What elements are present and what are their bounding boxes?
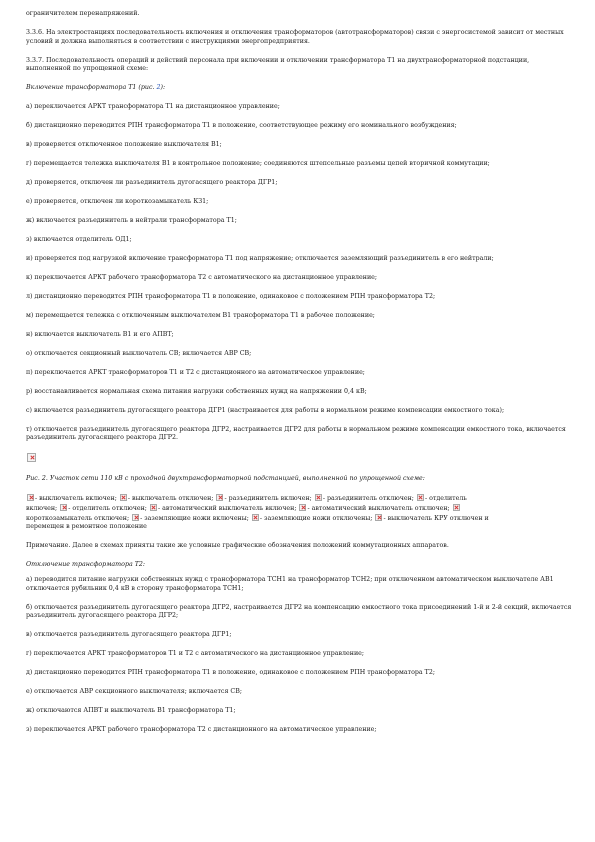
paragraph-3-3-6: 3.3.6. На электростанциях последовательность включения и отключения трансформаторов (автотрансформаторов) связи с энергосистемой зависит от местных условий и должна выполняться в соответствии с инструкциями энергопредприятия. <box>26 28 564 45</box>
legend-item: - заземляющие ножи включены; <box>140 514 249 522</box>
list-item: р) восстанавливается нормальная схема питания нагрузки собственных нужд на напряжении 0,4 кВ; <box>26 387 367 395</box>
legend-item: - отделитель отключен; <box>68 505 147 513</box>
broken-image-icon <box>315 494 322 501</box>
figure-placeholder <box>26 453 573 465</box>
list-item: б) отключается разъединитель дугогасящего реактора ДГР2, настраивается ДГР2 на компенсацию емкостного тока присоединений 1-й и 2-й секций, включается разъединитель дугогасящего реактора ДГР2; <box>26 603 572 620</box>
legend-item: включен; <box>26 505 58 513</box>
list-item: е) проверяется, отключен ли короткозамыкатель КЗ1; <box>26 198 209 206</box>
list-item: м) перемещается тележка с отключенным выключателем В1 трансформатора Т1 в рабочее положение; <box>26 311 375 319</box>
section-heading-tail: ): <box>160 84 166 92</box>
note-paragraph: Примечание. Далее в схемах приняты такие же условные графические обозначения положений коммутационных аппаратов. <box>26 542 449 550</box>
legend-item: - автоматический выключатель отключен; <box>307 505 450 513</box>
broken-image-icon <box>27 494 34 501</box>
legend-item: - отделитель <box>424 495 467 503</box>
broken-image-icon <box>252 514 259 521</box>
list-item: е) отключается АВР секционного выключателя; включается СВ; <box>26 688 242 696</box>
paragraph-continuation: ограничителем перенапряжений. <box>26 10 140 17</box>
section-heading-disconnection: Отключение трансформатора Т2: <box>26 561 146 569</box>
section-heading-text: Включение трансформатора Т1 (рис. <box>26 84 157 92</box>
list-item: с) включается разъединитель дугогасящего реактора ДГР1 (настраивается для работы в нормальном режиме компенсации емкостного тока); <box>26 406 505 414</box>
broken-image-icon <box>132 514 139 521</box>
broken-image-icon <box>60 504 67 511</box>
list-item: б) дистанционно переводится РПН трансформатора Т1 в положение, соответствующее режиму его номинального возбуждения; <box>26 122 457 130</box>
broken-image-icon <box>417 494 424 501</box>
list-item: и) проверяется под нагрузкой включение трансформатора Т1 под напряжение; отключается заземляющий разъединитель в его нейтрали; <box>26 255 494 262</box>
legend-item: - выключатель отключен; <box>127 495 214 503</box>
broken-image-icon <box>453 504 460 511</box>
legend-item: - выключатель включен; <box>35 495 117 503</box>
figure-legend <box>26 494 573 531</box>
list-item: д) проверяется, отключен ли разъединитель дугогасящего реактора ДГР1; <box>26 179 278 187</box>
list-item: а) переводится питание нагрузки собственных нужд с трансформатора ТСН1 на трансформатор ТСН2; при отключенном автоматическом выключателе АВ1 отключается рубильник 0,4 кВ в сторону трансформатора ТСН1; <box>26 576 554 592</box>
broken-image-icon <box>27 453 36 462</box>
list-item: ж) включается разъединитель в нейтрали трансформатора Т1; <box>26 217 237 225</box>
broken-image-icon <box>150 504 157 511</box>
list-item: в) отключается разъединитель дугогасящего реактора ДГР1; <box>26 631 232 639</box>
list-item: з) включается отделитель ОД1; <box>26 236 132 244</box>
legend-item: - разъединитель отключен; <box>322 495 414 503</box>
legend-item: - автоматический выключатель включен; <box>157 505 297 513</box>
broken-image-icon <box>375 514 382 521</box>
legend-item: - заземляющие ножи отключены; <box>259 514 373 522</box>
list-item: г) перемещается тележка выключателя В1 в контрольное положение; соединяются штепсельные разъемы цепей вторичной коммутации; <box>26 160 490 168</box>
list-item: г) переключается АРКТ трансформаторов Т1 и Т2 с автоматического на дистанционное управление; <box>26 650 365 658</box>
legend-item: - разъединитель включен; <box>224 495 312 503</box>
list-item: т) отключается разъединитель дугогасящего реактора ДГР2, настраивается ДГР2 для работы в нормальном режиме компенсации емкостного тока, включается разъединитель дугогасящего реактора ДГР2. <box>26 425 566 442</box>
legend-item: - выключатель КРУ отключен и <box>383 514 489 522</box>
broken-image-icon <box>216 494 223 501</box>
paragraph-3-3-7: 3.3.7. Последовательность операций и действий персонала при включении и отключении трансформатора Т1 на двухтрансформаторной подстанции, выполненной по упрощенной схеме: <box>26 56 530 73</box>
list-item: ж) отключаются АПВТ и выключатель В1 трансформатора Т1; <box>26 707 236 715</box>
list-item: д) дистанционно переводится РПН трансформатора Т1 в положение, одинаковое с положением РПН трансформатора Т2; <box>26 669 435 677</box>
list-item: о) отключается секционный выключатель СВ; включается АВР СВ; <box>26 349 252 357</box>
figure-caption: Рис. 2. Участок сети 110 кВ с проходной двухтрансформаторной подстанцией, выполненной по упрощенной схеме: <box>26 475 425 483</box>
list-item: з) переключается АРКТ рабочего трансформатора Т2 с дистанционного на автоматическое управление; <box>26 726 377 734</box>
legend-item: перемещен в ремонтное положение <box>26 523 147 531</box>
broken-image-icon <box>299 504 306 511</box>
list-item: н) включается выключатель В1 и его АПВТ; <box>26 330 174 338</box>
list-item: к) переключается АРКТ рабочего трансформатора Т2 с автоматического на дистанционное управление; <box>26 273 378 281</box>
broken-image-icon <box>120 494 127 501</box>
figure-link[interactable]: 2 <box>156 84 161 92</box>
section-heading-inclusion <box>26 84 573 93</box>
list-item: п) переключается АРКТ трансформаторов Т1 и Т2 с дистанционного на автоматическое управление; <box>26 368 365 376</box>
list-item: л) дистанционно переводится РПН трансформатора Т1 в положение, одинаковое с положением РПН трансформатора Т2; <box>26 292 436 300</box>
legend-item: короткозамыкатель отключен; <box>26 514 130 522</box>
list-item: а) переключается АРКТ трансформатора Т1 на дистанционное управление; <box>26 103 280 111</box>
list-item: в) проверяется отключенное положение выключателя В1; <box>26 141 222 149</box>
